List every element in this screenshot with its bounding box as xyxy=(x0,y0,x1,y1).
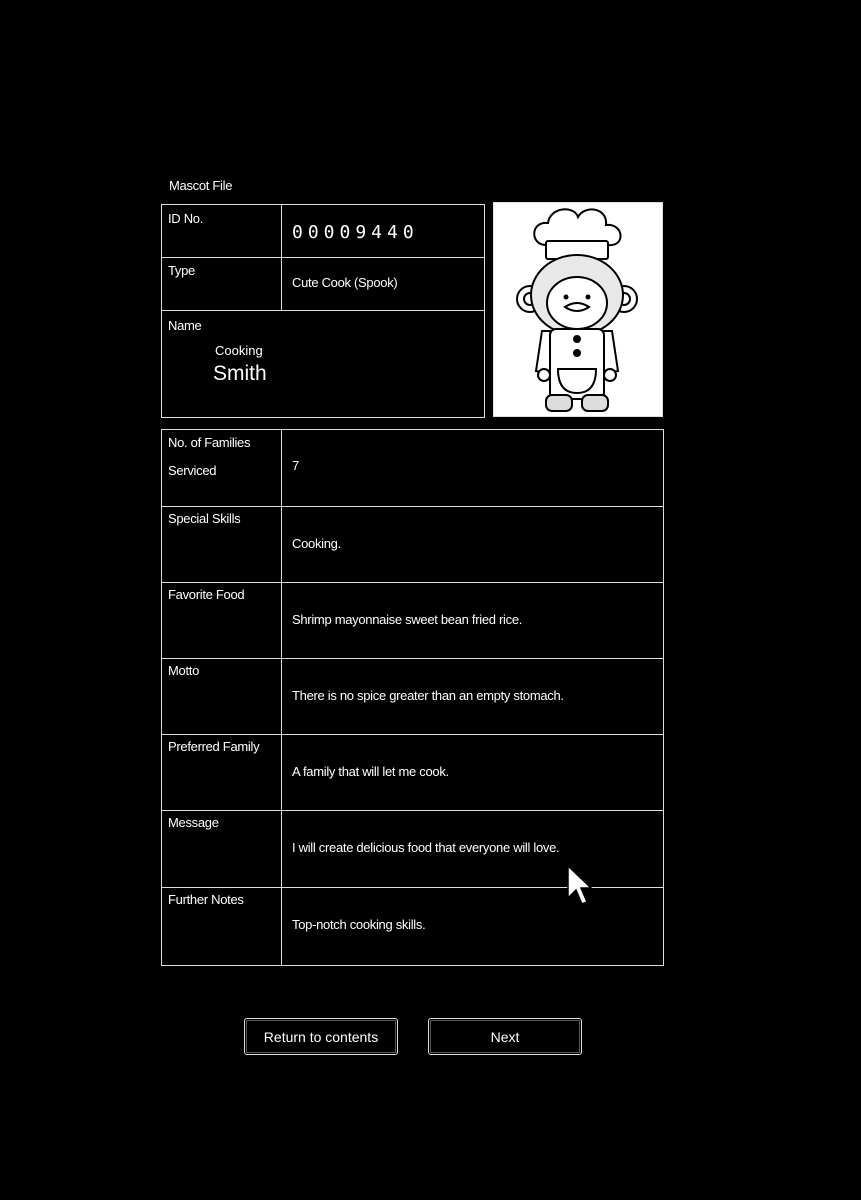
id-card-box xyxy=(161,204,485,418)
row-label: Preferred Family xyxy=(168,739,260,754)
id-value: 00009440 xyxy=(292,222,419,243)
chef-mascot-icon xyxy=(494,203,662,416)
name-last: Smith xyxy=(213,362,267,385)
next-button[interactable]: Next xyxy=(428,1018,582,1055)
row-value: Top-notch cooking skills. xyxy=(292,917,426,932)
row-label: Special Skills xyxy=(168,511,241,526)
row-value: A family that will let me cook. xyxy=(292,764,449,779)
name-label: Name xyxy=(168,318,202,333)
row-label-line2: Serviced xyxy=(168,463,217,478)
return-to-contents-button[interactable]: Return to contents xyxy=(244,1018,398,1055)
row-label: Further Notes xyxy=(168,892,244,907)
row-value: Cooking. xyxy=(292,536,341,551)
name-first: Cooking xyxy=(215,343,263,358)
row-value: 7 xyxy=(292,458,299,473)
mascot-portrait xyxy=(493,202,663,417)
row-value: There is no spice greater than an empty stomach. xyxy=(292,688,564,703)
row-label: Favorite Food xyxy=(168,587,245,602)
mouse-cursor-icon xyxy=(566,864,592,908)
id-label: ID No. xyxy=(168,211,204,226)
row-label: Message xyxy=(168,815,219,830)
row-label: No. of Families xyxy=(168,435,251,450)
row-label: Motto xyxy=(168,663,200,678)
type-label: Type xyxy=(168,263,195,278)
row-value: Shrimp mayonnaise sweet bean fried rice. xyxy=(292,612,523,627)
file-title: Mascot File xyxy=(169,178,233,193)
type-value: Cute Cook (Spook) xyxy=(292,275,398,290)
row-value: I will create delicious food that everyone will love. xyxy=(292,840,560,855)
